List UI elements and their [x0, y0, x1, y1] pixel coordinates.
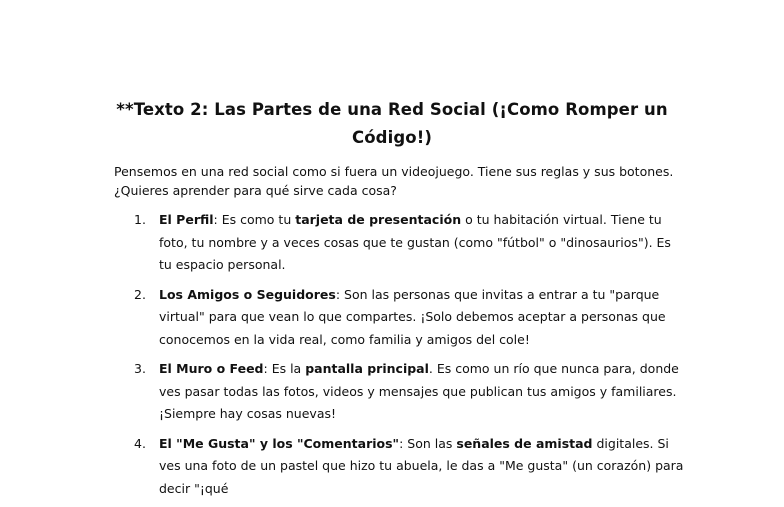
list-item-term: Los Amigos o Seguidores: [159, 286, 336, 302]
list-item-text: Son las: [407, 435, 457, 451]
list-item-highlight: pantalla principal: [305, 361, 429, 376]
list-item-separator: :: [263, 361, 272, 376]
list-item-text: Es la: [271, 361, 306, 376]
list-item-term: El "Me Gusta" y los "Comentarios": [159, 435, 400, 451]
list-item-term: El Perfil: [159, 212, 214, 227]
intro-paragraph: Pensemos en una red social como si fuera un videojuego. Tiene sus reglas y sus botones. ¿Quieres aprender para qué sirve cada cosa?: [114, 164, 674, 198]
document-title: **Texto 2: Las Partes de una Red Social (¡Como Romper un Código!): [116, 100, 668, 147]
list-item-number: 1.: [134, 212, 146, 227]
parts-list: [114, 209, 684, 507]
list-item-number: 4.: [134, 435, 146, 451]
list-item-highlight: tarjeta de presentación: [295, 212, 462, 227]
list-item: [114, 209, 684, 277]
list-item-separator: :: [213, 212, 222, 227]
list-item-text: . Es como un río que nunca para, donde ves pasar todas las fotos, videos y mensajes que publican tus amigos y familiares. ¡Siempre hay cosas nuevas!: [159, 361, 679, 421]
list-item-number: 3.: [134, 361, 146, 376]
list-item: [114, 284, 684, 352]
list-item: [114, 358, 684, 426]
list-item-number: 2.: [134, 286, 146, 302]
list-item-term: El Muro o Feed: [159, 361, 264, 376]
list-item: [114, 433, 684, 501]
list-item-separator: :: [335, 286, 345, 302]
list-item-text: Son las personas que invitas a entrar a tu "parque virtual" para que vean lo que compartes. ¡Solo debemos aceptar a personas que conocemos en la vida real, como familia y amigos del cole!: [159, 286, 666, 347]
list-item-highlight: señales de amistad: [456, 435, 593, 451]
list-item-text: o tu habitación virtual. Tiene tu foto, tu nombre y a veces cosas que te gustan (como "fútbol" o "dinosaurios"). Es tu espacio personal.: [159, 212, 671, 272]
list-item-separator: :: [399, 435, 408, 451]
list-item-text: Es como tu: [221, 212, 296, 227]
list-item-text: digitales. Si ves una foto de un pastel que hizo tu abuela, le das a "Me gusta" (un corazón) para decir "¡qué: [159, 435, 684, 496]
